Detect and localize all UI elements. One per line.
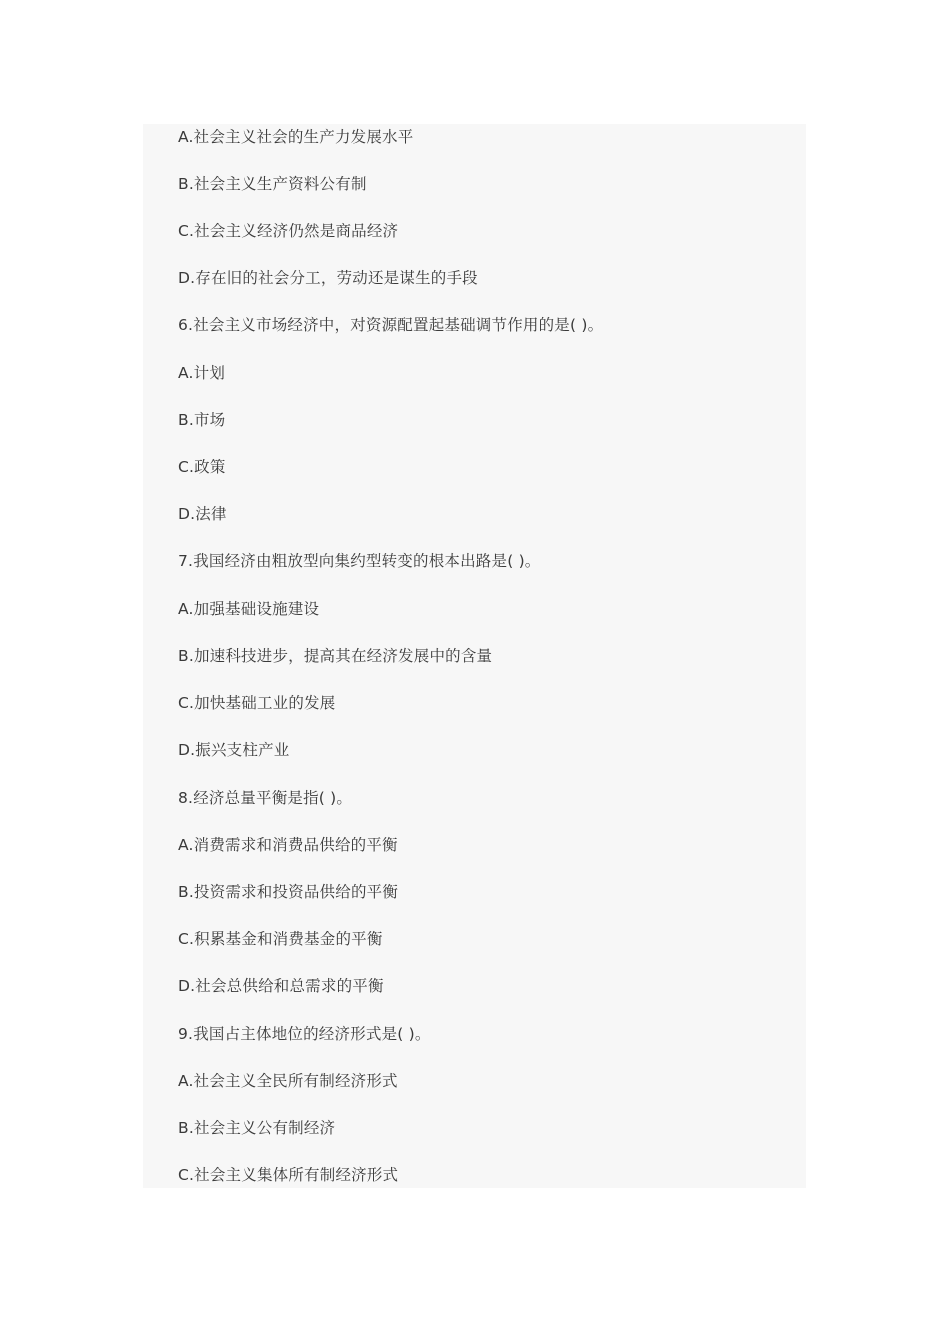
option-8b: B.投资需求和投资品供给的平衡 bbox=[178, 883, 399, 901]
option-9c: C.社会主义集体所有制经济形式 bbox=[178, 1166, 399, 1184]
question-9: 9.我国占主体地位的经济形式是( )。 bbox=[178, 1025, 431, 1043]
option-6b: B.市场 bbox=[178, 411, 226, 429]
document-panel bbox=[143, 124, 806, 1188]
option-7d: D.振兴支柱产业 bbox=[178, 741, 290, 759]
option-8c: C.积累基金和消费基金的平衡 bbox=[178, 930, 383, 948]
option-5a: A.社会主义社会的生产力发展水平 bbox=[178, 128, 414, 146]
option-9b: B.社会主义公有制经济 bbox=[178, 1119, 336, 1137]
option-8d: D.社会总供给和总需求的平衡 bbox=[178, 977, 384, 995]
option-7b: B.加速科技进步，提高其在经济发展中的含量 bbox=[178, 647, 493, 665]
option-7c: C.加快基础工业的发展 bbox=[178, 694, 336, 712]
option-6a: A.计划 bbox=[178, 364, 226, 382]
option-9a: A.社会主义全民所有制经济形式 bbox=[178, 1072, 398, 1090]
option-6c: C.政策 bbox=[178, 458, 226, 476]
option-5d: D.存在旧的社会分工，劳动还是谋生的手段 bbox=[178, 269, 478, 287]
question-6: 6.社会主义市场经济中，对资源配置起基础调节作用的是( )。 bbox=[178, 316, 604, 334]
question-8: 8.经济总量平衡是指( )。 bbox=[178, 789, 353, 807]
option-6d: D.法律 bbox=[178, 505, 227, 523]
option-5b: B.社会主义生产资料公有制 bbox=[178, 175, 367, 193]
question-7: 7.我国经济由粗放型向集约型转变的根本出路是( )。 bbox=[178, 552, 541, 570]
option-5c: C.社会主义经济仍然是商品经济 bbox=[178, 222, 399, 240]
option-7a: A.加强基础设施建设 bbox=[178, 600, 320, 618]
option-8a: A.消费需求和消费品供给的平衡 bbox=[178, 836, 398, 854]
